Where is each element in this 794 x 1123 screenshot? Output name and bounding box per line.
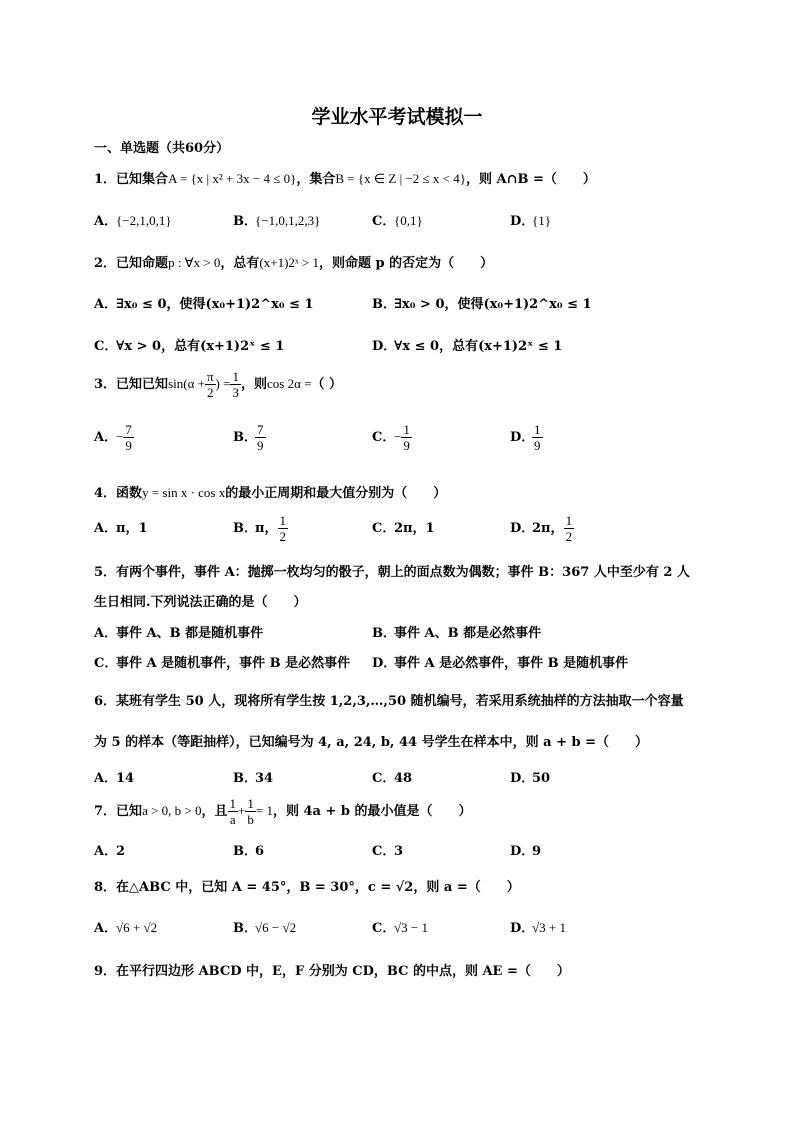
option-b	[372, 622, 541, 641]
question-text: 的最小正周期和最大值分别为（ ）	[225, 486, 447, 501]
question-text: ，则 4a + b 的最小值是（ ）	[272, 804, 472, 819]
option-text: π，	[255, 521, 278, 536]
option-label: A．	[94, 214, 118, 229]
question-1	[94, 168, 596, 187]
question-text: ，则命题 p 的否定为（ ）	[319, 256, 494, 271]
option-label: C．	[94, 656, 118, 671]
inequality-expression: (x+1)2ˣ > 1	[259, 255, 320, 270]
question-5-line-1	[94, 561, 690, 580]
equals-one: = 1	[255, 803, 273, 818]
option-b	[233, 420, 266, 455]
question-number: 1．	[94, 172, 117, 187]
option-text: 2π，	[532, 521, 564, 536]
option-text: 14	[116, 771, 135, 786]
question-text: ，且	[201, 804, 228, 819]
option-label: B．	[233, 844, 257, 859]
option-label: C．	[372, 521, 396, 536]
option-text: √3 − 1	[394, 920, 428, 935]
option-label: B．	[233, 771, 257, 786]
question-text: 函数	[116, 486, 143, 501]
option-b	[233, 512, 288, 546]
option-label: C．	[372, 771, 396, 786]
option-b	[233, 917, 296, 936]
question-text: 已知集合	[116, 172, 169, 187]
option-text: √6 − √2	[255, 920, 297, 935]
option-label: B．	[372, 626, 396, 641]
option-c	[94, 652, 350, 671]
question-text: ，总有	[220, 256, 260, 271]
question-number: 7．	[94, 804, 117, 819]
question-text: ，则 A∩B =（ ）	[466, 172, 596, 187]
option-text: 事件 A 是必然事件，事件 B 是随机事件	[394, 656, 629, 671]
option-text: {0,1}	[394, 213, 423, 228]
option-label: D．	[510, 521, 535, 536]
question-number: 4．	[94, 486, 117, 501]
option-text: 2π，1	[394, 521, 435, 536]
option-text: ∃x₀ ≤ 0，使得(x₀+1)2^x₀ ≤ 1	[116, 297, 314, 312]
question-2	[94, 252, 493, 271]
option-sign: −	[394, 429, 402, 444]
option-label: C．	[94, 339, 118, 354]
option-d	[372, 652, 628, 671]
option-text: 6	[255, 844, 265, 859]
option-label: A．	[94, 626, 118, 641]
option-d	[510, 917, 566, 936]
option-label: B．	[233, 921, 257, 936]
option-d	[510, 210, 551, 229]
option-a	[94, 512, 148, 546]
option-label: C．	[372, 921, 396, 936]
option-text: 48	[394, 771, 413, 786]
option-label: D．	[510, 214, 535, 229]
question-text: 已知命题	[116, 256, 169, 271]
condition-expression: a > 0, b > 0	[142, 803, 202, 818]
section-heading: 一、单选题（共60分）	[94, 141, 230, 156]
option-text: 事件 A、B 都是必然事件	[394, 626, 542, 641]
function-expression: y = sin x · cos x	[142, 485, 226, 500]
option-text: ∀x > 0，总有(x+1)2ˣ ≤ 1	[116, 339, 285, 354]
option-a	[94, 420, 134, 455]
question-text: 在平行四边形 ABCD 中，E，F 分别为 CD，BC 的中点，则 AE =（ ）	[116, 964, 570, 979]
option-label: A．	[94, 521, 118, 536]
option-fraction: $\frac{1}{9}$	[403, 422, 410, 453]
option-d	[372, 335, 562, 354]
option-text: {1}	[532, 213, 551, 228]
question-number: 3．	[94, 377, 117, 392]
option-label: A．	[94, 771, 118, 786]
option-label: B．	[233, 521, 257, 536]
option-text: 2	[116, 844, 126, 859]
fraction-one-over-b: $\frac{1}{b}$	[247, 796, 254, 827]
option-b	[233, 767, 273, 786]
option-c	[372, 420, 412, 455]
option-text: 事件 A 是随机事件，事件 B 是必然事件	[116, 656, 351, 671]
fraction-pi-over-2: $\frac{\pi}{2}$	[206, 369, 214, 400]
option-text: ∃x₀ > 0，使得(x₀+1)2^x₀ ≤ 1	[394, 297, 592, 312]
option-a	[94, 293, 314, 312]
option-label: A．	[94, 921, 118, 936]
option-d	[510, 420, 543, 455]
question-text: 已知已知	[116, 377, 169, 392]
option-label: B．	[372, 297, 396, 312]
option-label: D．	[510, 771, 535, 786]
option-label: A．	[94, 430, 118, 445]
option-c	[372, 512, 435, 546]
question-number: 5．	[94, 565, 117, 580]
option-text: 事件 A、B 都是随机事件	[116, 626, 264, 641]
option-text: {−2,1,0,1}	[116, 213, 172, 228]
option-label: B．	[233, 214, 257, 229]
option-b	[372, 293, 592, 312]
option-b	[233, 210, 320, 229]
option-label: A．	[94, 844, 118, 859]
option-fraction: $\frac{1}{2}$	[565, 513, 573, 544]
option-a	[94, 917, 157, 936]
option-text: 34	[255, 771, 274, 786]
option-label: C．	[372, 844, 396, 859]
option-c	[94, 335, 284, 354]
question-text: 有两个事件，事件 A：抛掷一枚均匀的骰子，朝上的面点数为偶数；事件 B：367 人中至少有 2 人	[116, 565, 690, 580]
question-5-line-2: 生日相同.下列说法正确的是（ ）	[94, 595, 307, 610]
set-a-expression: A = {x | x² + 3x − 4 ≤ 0}	[168, 171, 297, 186]
sine-expression: sin(α +	[168, 376, 205, 391]
option-text: √6 + √2	[116, 920, 158, 935]
option-label: D．	[372, 656, 397, 671]
option-a	[94, 840, 125, 859]
question-7	[94, 795, 472, 828]
question-text: ，则	[240, 377, 267, 392]
question-text: 已知	[116, 804, 143, 819]
page-title: 学业水平考试模拟一	[311, 106, 483, 128]
option-d	[510, 767, 550, 786]
option-text: {−1,0,1,2,3}	[255, 213, 321, 228]
option-fraction: $\frac{1}{2}$	[279, 513, 287, 544]
question-text: ，集合	[296, 172, 336, 187]
option-c	[372, 917, 428, 936]
plus-sign: +	[238, 803, 246, 818]
question-text: 在△ABC 中，已知 A = 45°，B = 30°，c = √2，则 a =（ ）	[116, 880, 520, 895]
question-number: 2．	[94, 256, 117, 271]
question-number: 9．	[94, 964, 117, 979]
option-a	[94, 210, 172, 229]
equals-sign: ) =	[215, 376, 231, 391]
option-text: 50	[532, 771, 551, 786]
option-sign: −	[116, 429, 124, 444]
option-fraction: $\frac{1}{9}$	[534, 422, 541, 453]
question-8	[94, 876, 520, 895]
question-9	[94, 960, 570, 979]
question-text: 某班有学生 50 人，现将所有学生按 1,2,3,…,50 随机编号，若采用系统抽样的方法抽取一个容量	[116, 694, 684, 709]
option-c	[372, 840, 403, 859]
option-label: B．	[233, 430, 257, 445]
question-4	[94, 482, 446, 501]
option-d	[510, 512, 574, 546]
option-d	[510, 840, 541, 859]
option-fraction: $\frac{7}{9}$	[125, 422, 132, 453]
option-c	[372, 767, 412, 786]
option-text: 9	[532, 844, 542, 859]
option-text: 3	[394, 844, 404, 859]
question-number: 8．	[94, 880, 117, 895]
option-a	[94, 622, 263, 641]
option-text: ∀x ≤ 0，总有(x+1)2ˣ ≤ 1	[394, 339, 563, 354]
option-label: C．	[372, 214, 396, 229]
set-b-expression: B = {x ∈ Z | −2 ≤ x < 4}	[335, 171, 467, 186]
option-b	[233, 840, 264, 859]
option-label: C．	[372, 430, 396, 445]
option-text: π，1	[116, 521, 148, 536]
question-6-line-1	[94, 690, 684, 709]
option-label: D．	[510, 844, 535, 859]
option-label: D．	[372, 339, 397, 354]
option-label: A．	[94, 297, 118, 312]
option-text: √3 + 1	[532, 920, 566, 935]
option-c	[372, 210, 423, 229]
option-fraction: $\frac{7}{9}$	[257, 422, 264, 453]
option-label: D．	[510, 430, 535, 445]
question-number: 6．	[94, 694, 117, 709]
option-label: D．	[510, 921, 535, 936]
question-text: （ ）	[311, 377, 342, 392]
cosine-expression: cos 2α =	[266, 376, 312, 391]
question-3	[94, 368, 342, 401]
option-a	[94, 767, 134, 786]
question-6-line-2: 为 5 的样本（等距抽样），已知编号为 4, a, 24, b, 44 号学生在样本中，则 a + b =（ ）	[94, 735, 648, 750]
proposition-expression: p : ∀x > 0	[168, 255, 221, 270]
fraction-one-over-a: $\frac{1}{a}$	[229, 796, 237, 827]
fraction-one-third: $\frac{1}{3}$	[232, 369, 239, 400]
